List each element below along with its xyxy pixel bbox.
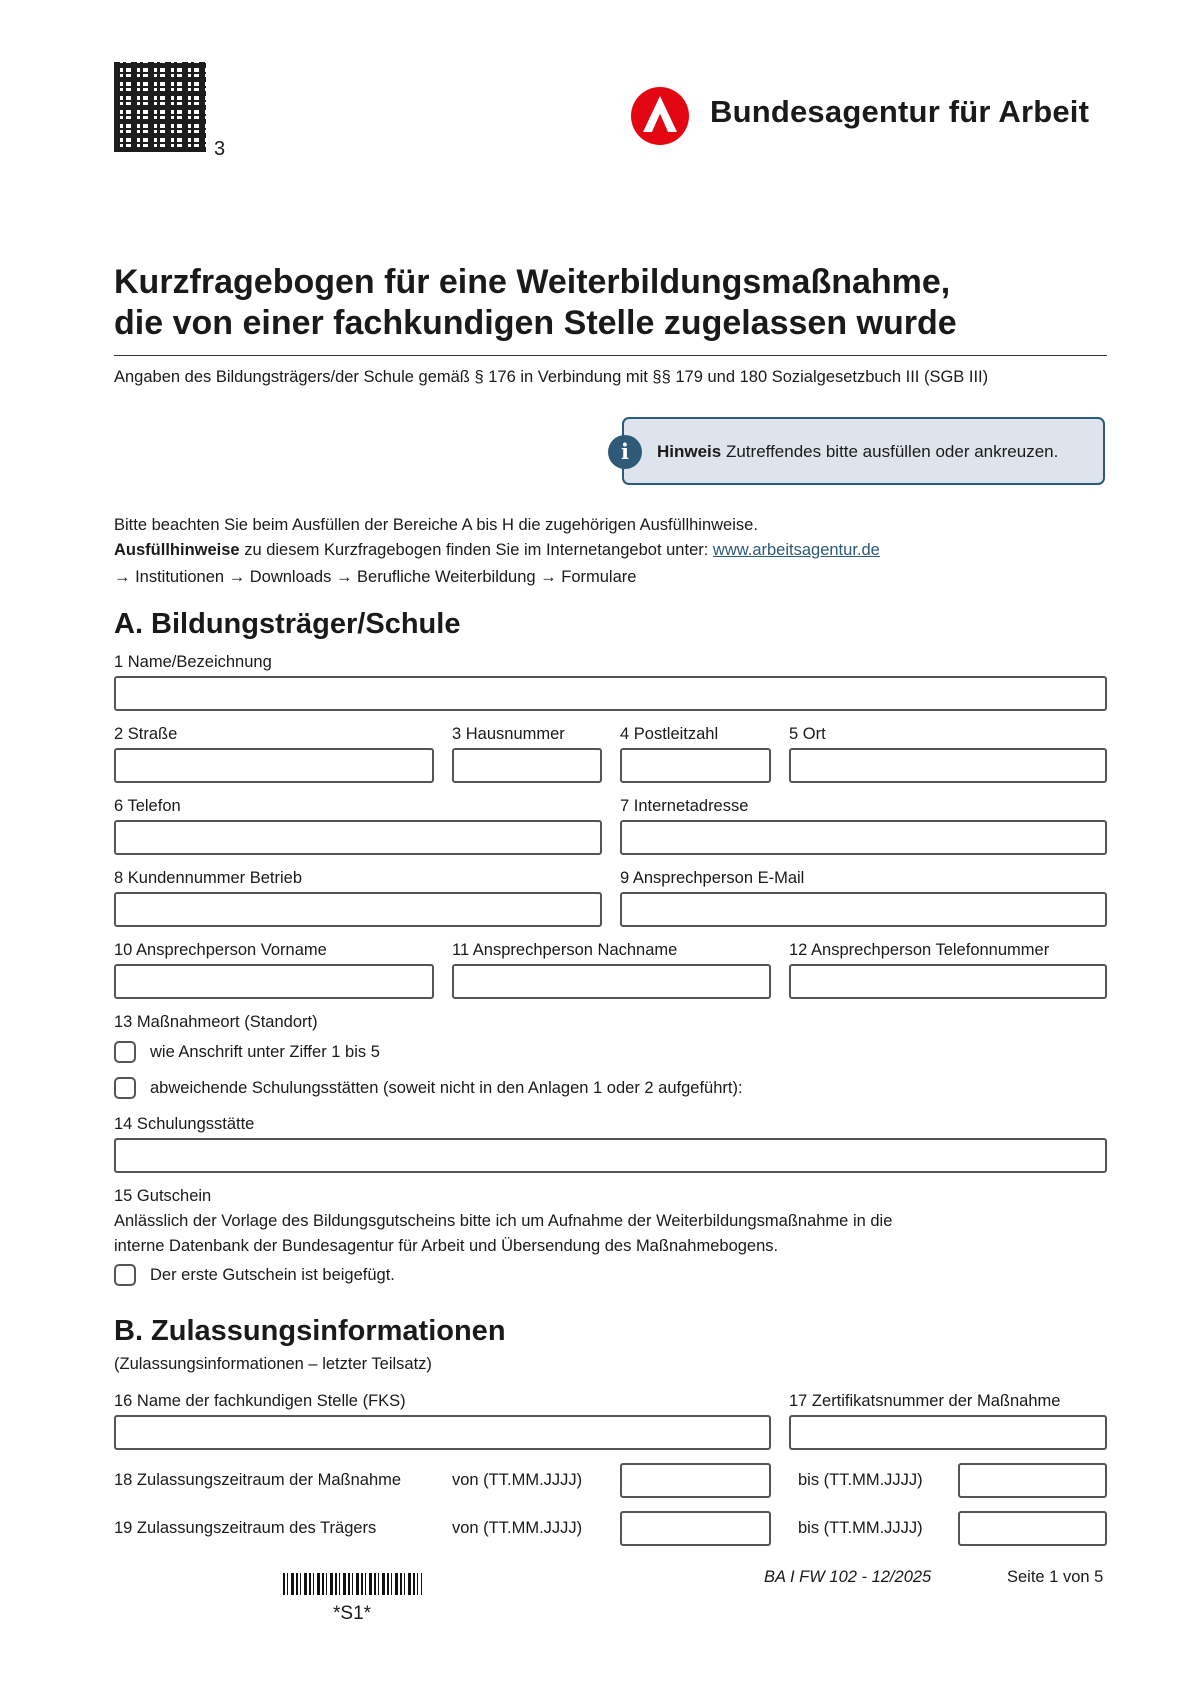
form-id: BA I FW 102 - 12/2025: [764, 1568, 932, 1586]
provider-to-label: bis (TT.MM.JJJJ): [798, 1519, 923, 1537]
last-name-input[interactable]: [452, 964, 771, 999]
label-fks-name: 16 Name der fachkundigen Stelle (FKS): [114, 1392, 406, 1410]
measure-to-label: bis (TT.MM.JJJJ): [798, 1471, 923, 1489]
section-b-title: B. Zulassungsinformationen: [114, 1315, 506, 1347]
voucher-text: [114, 1209, 892, 1259]
label-contact-email: 9 Ansprechperson E-Mail: [620, 869, 805, 887]
label-house-number: 3 Hausnummer: [452, 725, 565, 743]
label-training-site: 14 Schulungsstätte: [114, 1115, 255, 1133]
checkbox-voucher-attached-label: Der erste Gutschein ist beigefügt.: [150, 1266, 395, 1284]
house-number-input[interactable]: [452, 748, 602, 783]
page-title: [114, 262, 1094, 344]
intro-line-2: [114, 538, 880, 563]
website-link[interactable]: www.arbeitsagentur.de: [712, 541, 880, 559]
label-location: 13 Maßnahmeort (Standort): [114, 1013, 318, 1031]
voucher-line-1: Anlässlich der Vorlage des Bildungsgutscheins bitte ich um Aufnahme der Weiterbildungsmaßnahme in die: [114, 1212, 893, 1230]
label-phone: 6 Telefon: [114, 797, 181, 815]
label-customer-number: 8 Kundennummer Betrieb: [114, 869, 303, 887]
measure-to-input[interactable]: [958, 1463, 1107, 1498]
label-street: 2 Straße: [114, 725, 178, 743]
hint-bold: Hinweis: [657, 442, 722, 461]
intro-line-1: Bitte beachten Sie beim Ausfüllen der Bereiche A bis H die zugehörigen Ausfüllhinweise.: [114, 516, 758, 534]
voucher-line-2: interne Datenbank der Bundesagentur für Arbeit und Übersendung des Maßnahmebogens.: [114, 1237, 779, 1255]
checkbox-other-locations-label: abweichende Schulungsstätten (soweit nicht in den Anlagen 1 oder 2 aufgeführt):: [150, 1079, 743, 1097]
phone-input[interactable]: [114, 820, 602, 855]
certificate-number-input[interactable]: [789, 1415, 1107, 1450]
section-b-subtitle: (Zulassungsinformationen – letzter Teilsatz): [114, 1355, 432, 1373]
barcode-text: *S1*: [333, 1603, 372, 1624]
website-input[interactable]: [620, 820, 1107, 855]
postal-code-input[interactable]: [620, 748, 771, 783]
name-input[interactable]: [114, 676, 1107, 711]
info-icon: i: [608, 435, 642, 469]
logo-name: Bundesagentur für Arbeit: [710, 94, 1090, 129]
customer-number-input[interactable]: [114, 892, 602, 927]
title-line-1: Kurzfragebogen für eine Weiterbildungsmaßnahme,: [114, 263, 951, 301]
city-input[interactable]: [789, 748, 1107, 783]
intro-bold: Ausfüllhinweise: [114, 541, 240, 559]
measure-from-input[interactable]: [620, 1463, 771, 1498]
ba-logo-icon: [630, 86, 690, 146]
checkbox-same-address[interactable]: [114, 1041, 136, 1063]
measure-from-label: von (TT.MM.JJJJ): [452, 1471, 583, 1489]
street-input[interactable]: [114, 748, 434, 783]
label-last-name: 11 Ansprechperson Nachname: [452, 941, 678, 959]
intro-body: zu diesem Kurzfragebogen finden Sie im Internetangebot unter:: [239, 541, 713, 559]
provider-from-label: von (TT.MM.JJJJ): [452, 1519, 583, 1537]
label-postal-code: 4 Postleitzahl: [620, 725, 719, 743]
hint-text: [657, 442, 1058, 462]
first-name-input[interactable]: [114, 964, 434, 999]
barcode: [283, 1573, 422, 1595]
checkbox-other-locations[interactable]: [114, 1077, 136, 1099]
label-website: 7 Internetadresse: [620, 797, 749, 815]
contact-phone-input[interactable]: [789, 964, 1107, 999]
label-voucher: 15 Gutschein: [114, 1187, 212, 1205]
label-measure-period: 18 Zulassungszeitraum der Maßnahme: [114, 1471, 402, 1489]
checkbox-same-address-label: wie Anschrift unter Ziffer 1 bis 5: [150, 1043, 380, 1061]
label-name: 1 Name/Bezeichnung: [114, 653, 272, 671]
title-line-2: die von einer fachkundigen Stelle zugelassen wurde: [114, 304, 957, 342]
label-contact-phone: 12 Ansprechperson Telefonnummer: [789, 941, 1050, 959]
title-divider: [114, 355, 1107, 356]
provider-from-input[interactable]: [620, 1511, 771, 1546]
training-site-input[interactable]: [114, 1138, 1107, 1173]
label-certificate-number: 17 Zertifikatsnummer der Maßnahme: [789, 1392, 1061, 1410]
qr-number: 3: [214, 138, 226, 160]
contact-email-input[interactable]: [620, 892, 1107, 927]
hint-body: Zutreffendes bitte ausfüllen oder ankreuzen.: [721, 442, 1059, 461]
nav-path: → Institutionen → Downloads → Berufliche Weiterbildung → Formulare: [114, 568, 637, 586]
provider-to-input[interactable]: [958, 1511, 1107, 1546]
label-city: 5 Ort: [789, 725, 826, 743]
fks-name-input[interactable]: [114, 1415, 771, 1450]
qr-code: [114, 62, 206, 152]
label-provider-period: 19 Zulassungszeitraum des Trägers: [114, 1519, 377, 1537]
checkbox-voucher-attached[interactable]: [114, 1264, 136, 1286]
section-a-title: A. Bildungsträger/Schule: [114, 608, 461, 640]
label-first-name: 10 Ansprechperson Vorname: [114, 941, 327, 959]
page-subtitle: Angaben des Bildungsträgers/der Schule gemäß § 176 in Verbindung mit §§ 179 und 180 Sozialgesetzbuch III (SGB III): [114, 368, 989, 386]
intro-text: [114, 513, 880, 563]
page-number: Seite 1 von 5: [1007, 1568, 1104, 1586]
